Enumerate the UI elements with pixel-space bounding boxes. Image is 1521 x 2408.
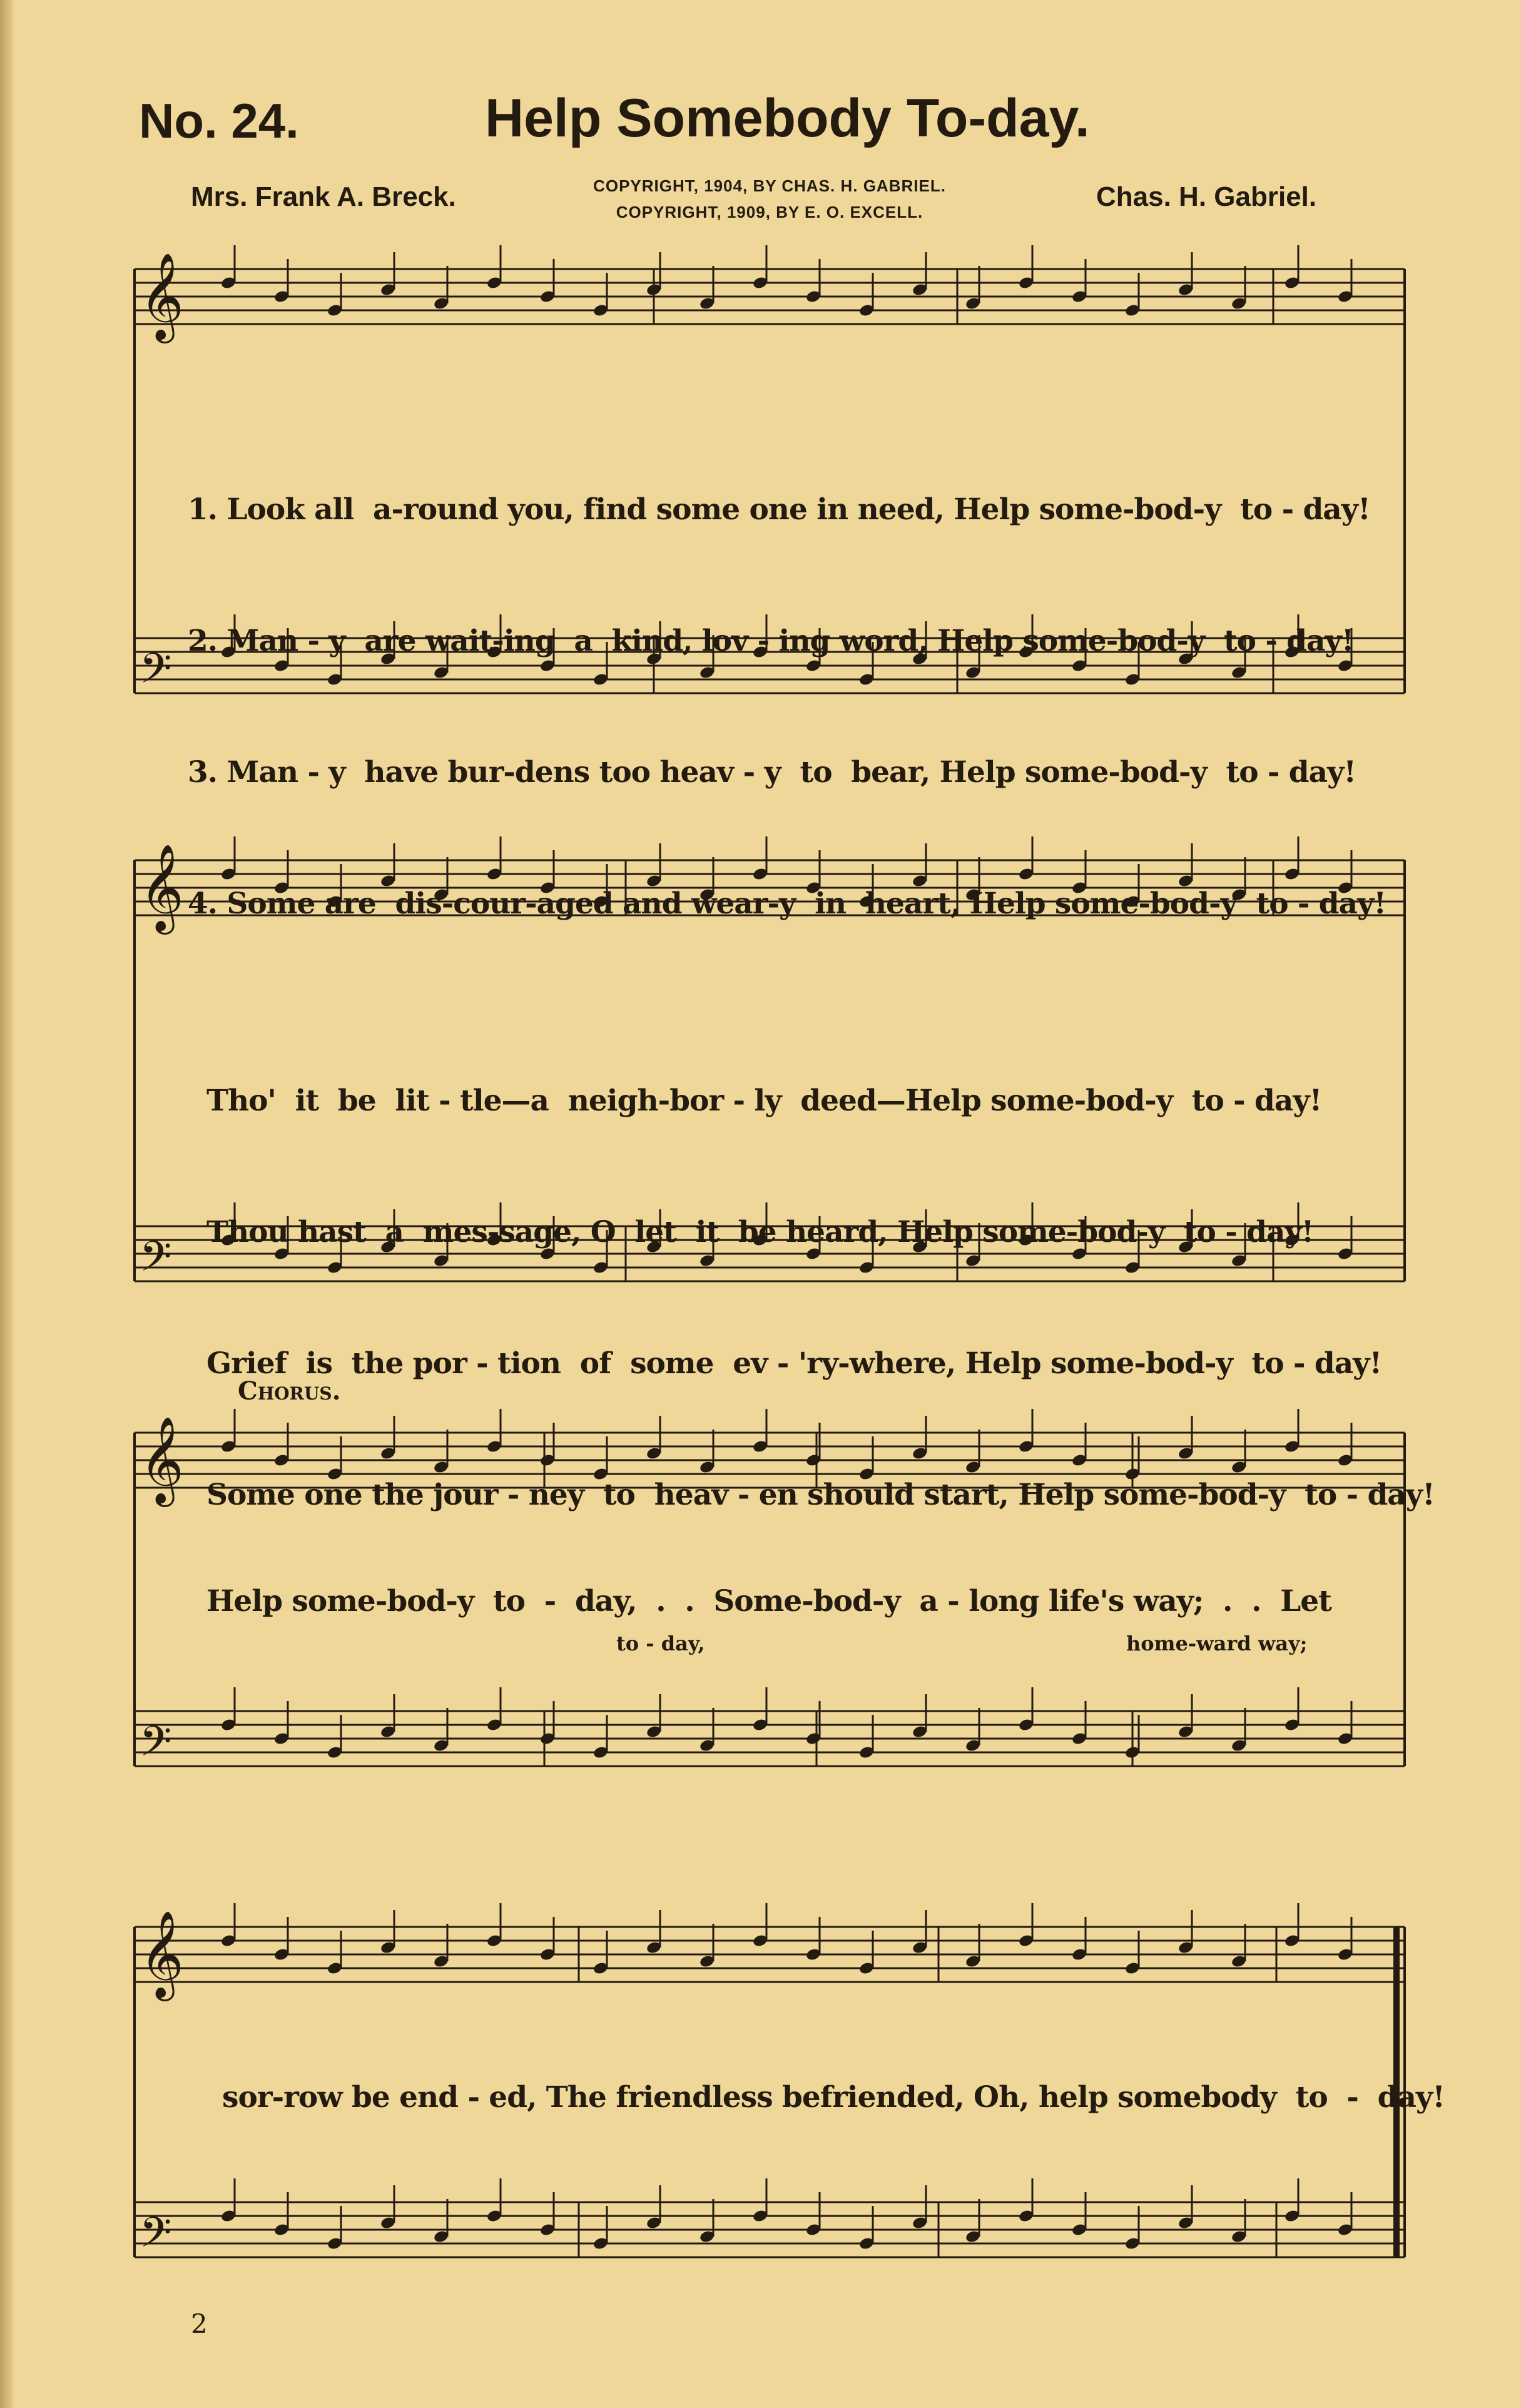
verse-line: 1. Look all a-round you, find some one in need, Help some-bod-y to - day! [188,492,1370,527]
bass-clef: 𝄢 [140,1232,172,1291]
copyright-line: COPYRIGHT, 1909, BY E. O. EXCELL. [616,203,923,221]
verse-line: 3. Man - y have bur-dens too heav - y to bear, Help some-bod-y to - day! [188,755,1356,790]
treble-clef: 𝄞 [140,844,184,931]
chorus-line-2: sor-row be end - ed, The friendless befriended, Oh, help somebody to - day! [222,2080,1445,2115]
copyright-line: COPYRIGHT, 1904, BY CHAS. H. GABRIEL. [593,176,946,195]
verse-line: Thou hast a mes-sage, O let it be heard, Help some-bod-y to - day! [206,1215,1314,1249]
hymn-number: No. 24. [139,93,299,148]
bass-clef: 𝄢 [140,644,172,703]
treble-clef: 𝄞 [140,253,184,340]
lyricist: Mrs. Frank A. Breck. [191,181,456,212]
treble-clef: 𝄞 [140,1911,184,1998]
hymn-title: Help Somebody To-day. [485,88,1090,148]
chorus-echo: home-ward way; [1126,1632,1308,1655]
chorus-echo: to - day, [616,1632,705,1655]
chorus-label: Chorus. [238,1376,341,1406]
chorus-line-1: Help some-bod-y to - day, . . Some-bod-y a - long life's way; . . Let [206,1584,1331,1618]
verse-line: 4. Some are dis-cour-aged and wear-y in heart, Help some-bod-y to - day! [188,886,1386,921]
verse-block-1 [188,400,1386,1013]
verse-line: Grief is the por - tion of some ev - 'ry-where, Help some-bod-y to - day! [206,1346,1382,1381]
bass-clef: 𝄢 [140,1717,172,1776]
composer: Chas. H. Gabriel. [1096,181,1317,212]
verse-line: Some one the jour - ney to heav - en should start, Help some-bod-y to - day! [206,1478,1435,1512]
verse-line: 2. Man - y are wait-ing a kind, lov - ing word, Help some-bod-y to - day! [188,624,1354,658]
treble-clef: 𝄞 [140,1416,184,1503]
verse-line: Tho' it be lit - tle—a neigh-bor - ly deed—Help some-bod-y to - day! [206,1084,1322,1118]
page-number: 2 [191,2309,208,2339]
verse-block-2 [206,992,1435,1605]
bass-clef: 𝄢 [140,2208,172,2267]
